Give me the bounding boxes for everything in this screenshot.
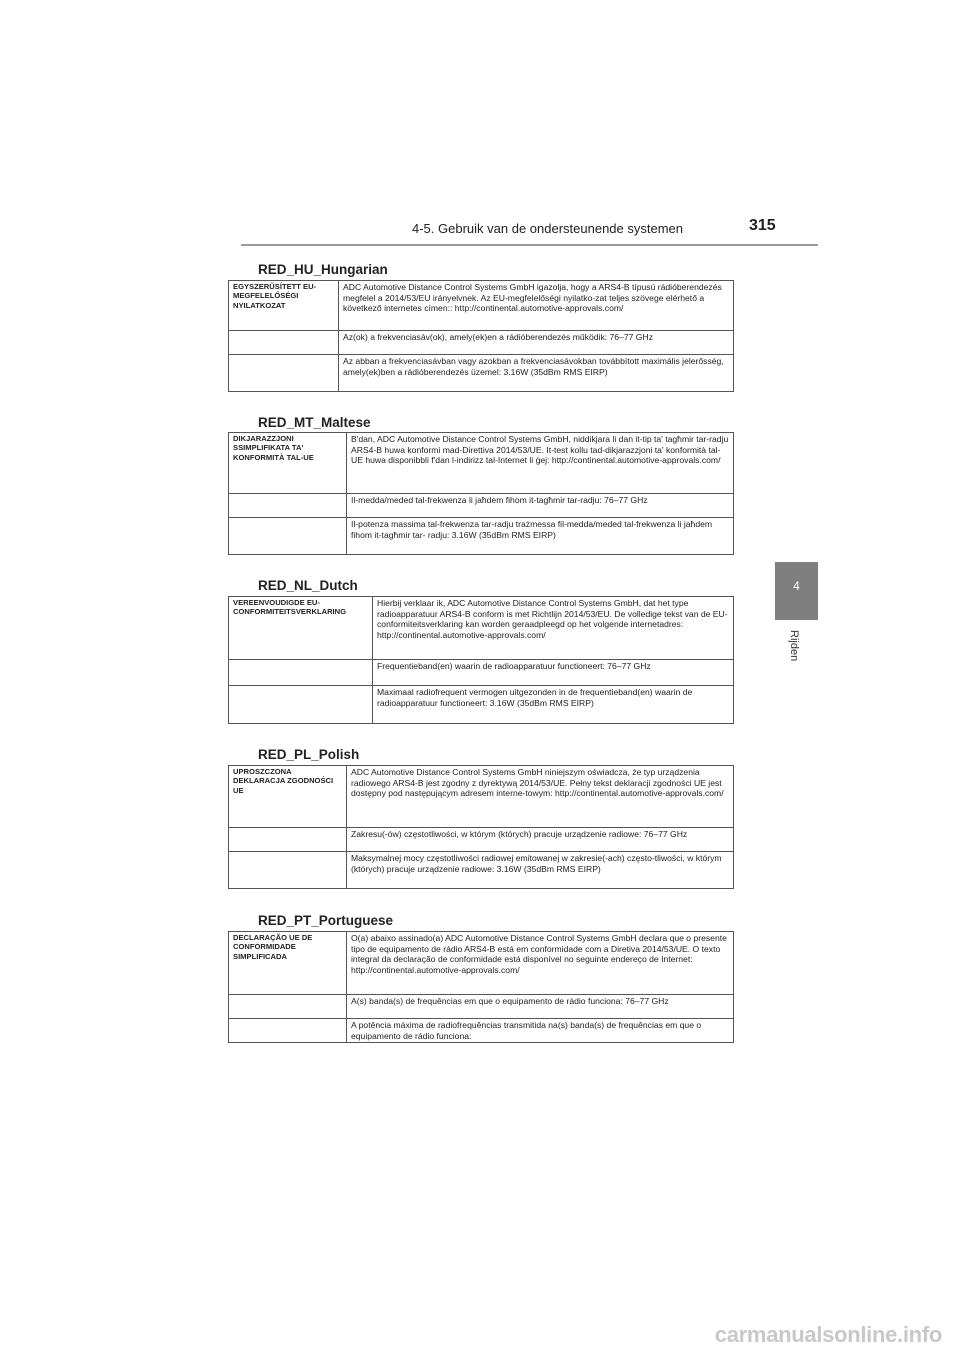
row-label: [229, 686, 373, 724]
row-label: [229, 995, 347, 1019]
table-row: [229, 766, 734, 828]
chapter-label: Rijden: [788, 630, 800, 662]
row-text: Maksymalnej mocy częstotliwości radiowej emitowanej w zakresie(-ach) często-tliwości, w którym (których) pracuje urządzenie radiowe: 3.16W (35dBm RMS EIRP): [347, 852, 734, 889]
row-label: VEREENVOUDIGDE EU-CONFORMITEITSVERKLARING: [229, 597, 373, 660]
section-title-hungarian: RED_HU_Hungarian: [258, 262, 388, 277]
table-row: [229, 686, 734, 724]
declaration-table-hungarian: [228, 280, 734, 392]
header-section-title: 4-5. Gebruik van de ondersteunende systemen: [412, 221, 684, 236]
section-title-maltese: RED_MT_Maltese: [258, 415, 371, 430]
row-text: Az(ok) a frekvenciasáv(ok), amely(ek)en a rádióberendezés működik: 76–77 GHz: [339, 331, 734, 355]
row-text: Maximaal radiofrequent vermogen uitgezonden in de frequentieband(en) waarin de radioapparatuur functioneert: 3.16W (35dBm RMS EIRP): [373, 686, 734, 724]
chapter-number: 4: [793, 579, 800, 593]
row-label: [229, 660, 373, 686]
table-row: [229, 828, 734, 852]
table-row: [229, 597, 734, 660]
row-text: ADC Automotive Distance Control Systems GmbH niniejszym oświadcza, że typ urządzenia radiowego ARS4-B jest zgodny z dyrektywą 2014/53/UE. Pełny tekst deklaracji zgodności UE jest dostępny pod następującym adresem interne-towym: http://continental.automotive-approvals.com/: [347, 766, 734, 828]
row-label: [229, 852, 347, 889]
declaration-table-portuguese: [228, 931, 734, 1043]
row-label: [229, 518, 347, 555]
table-row: [229, 494, 734, 518]
declaration-table-polish: [228, 765, 734, 889]
section-title-polish: RED_PL_Polish: [258, 747, 360, 762]
row-label: [229, 331, 339, 355]
row-text: Zakresu(-ów) częstotliwości, w którym (których) pracuje urządzenie radiowe: 76–77 GHz: [347, 828, 734, 852]
section-title-dutch: RED_NL_Dutch: [258, 578, 358, 593]
row-label: [229, 355, 339, 392]
row-text: A(s) banda(s) de frequências em que o equipamento de rádio funciona: 76–77 GHz: [347, 995, 734, 1019]
table-row: [229, 932, 734, 995]
row-text: Hierbij verklaar ik, ADC Automotive Distance Control Systems GmbH, dat het type radioapparatuur ARS4-B conform is met Richtlijn 2014/53/EU. De volledige tekst van de EU-conformiteitsverklaring kan worden geraadpleegd op het volgende internetadres: http://continental.automotive-approvals.com/: [373, 597, 734, 660]
table-row: [229, 852, 734, 889]
row-text: Il-medda/meded tal-frekwenza li jaħdem fihom it-tagħmir tar-radju: 76–77 GHz: [347, 494, 734, 518]
table-row: [229, 518, 734, 555]
row-text: Il-potenza massima tal-frekwenza tar-radju trażmessa fil-medda/meded tal-frekwenza li jaħdem fihom it-tagħmir tar- radju: 3.16W (35dBm RMS EIRP): [347, 518, 734, 555]
row-text: O(a) abaixo assinado(a) ADC Automotive Distance Control Systems GmbH declara que o presente tipo de equipamento de rádio ARS4-B está em conformidade com a Diretiva 2014/53/UE. O texto integral da declaração de conformidade está disponível no seguinte endereço de Internet: http://continental.automotive-approvals.com/: [347, 932, 734, 995]
header-divider: [241, 244, 818, 246]
table-row: [229, 995, 734, 1019]
chapter-tab[interactable]: [775, 562, 818, 620]
table-row: [229, 355, 734, 392]
row-text: Frequentieband(en) waarin de radioapparatuur functioneert: 76–77 GHz: [373, 660, 734, 686]
row-text: B'dan, ADC Automotive Distance Control Systems GmbH, niddikjara li dan it-tip ta' tagħmir tar-radju ARS4-B huwa konformi mad-Direttiva 2014/53/UE. It-test kollu tad-dikjarazzjoni ta' konformità tal-UE huwa disponibbli f'dan l-indirizz tal-Internet li ġej: http://continental.automotive-approvals.com/: [347, 433, 734, 494]
row-label: DECLARAÇÃO UE DE CONFORMIDADE SIMPLIFICADA: [229, 932, 347, 995]
declaration-table-maltese: [228, 432, 734, 555]
row-label: [229, 1019, 347, 1043]
page-number: 315: [749, 217, 776, 234]
row-label: [229, 828, 347, 852]
section-title-portuguese: RED_PT_Portuguese: [258, 913, 394, 928]
row-label: DIKJARAZZJONI SSIMPLIFIKATA TA' KONFORMITÀ TAL-UE: [229, 433, 347, 494]
row-label: [229, 494, 347, 518]
row-text: ADC Automotive Distance Control Systems GmbH igazolja, hogy a ARS4-B típusú rádióberendezés megfelel a 2014/53/EU irányelvnek. Az EU-megfelelőségi nyilatko-zat teljes szövege elérhető a következő internetes címen:: http://continental.automotive-approvals.com/: [339, 281, 734, 331]
table-row: [229, 1019, 734, 1043]
table-row: [229, 433, 734, 494]
row-label: UPROSZCZONA DEKLARACJA ZGODNOŚCI UE: [229, 766, 347, 828]
table-row: [229, 281, 734, 331]
row-label: EGYSZERŰSÍTETT EU-MEGFELELŐSÉGI NYILATKOZAT: [229, 281, 339, 331]
row-text: Az abban a frekvenciasávban vagy azokban a frekvenciasávokban továbbított maximális jelerősség, amely(ek)ben a rádióberendezés üzemel: 3.16W (35dBm RMS EIRP): [339, 355, 734, 392]
table-row: [229, 331, 734, 355]
declaration-table-dutch: [228, 596, 734, 724]
site-watermark: carmanualsonline.info: [714, 1322, 942, 1347]
row-text: A potência máxima de radiofrequências transmitida na(s) banda(s) de frequências em que o equipamento de rádio funciona:: [347, 1019, 734, 1043]
table-row: [229, 660, 734, 686]
